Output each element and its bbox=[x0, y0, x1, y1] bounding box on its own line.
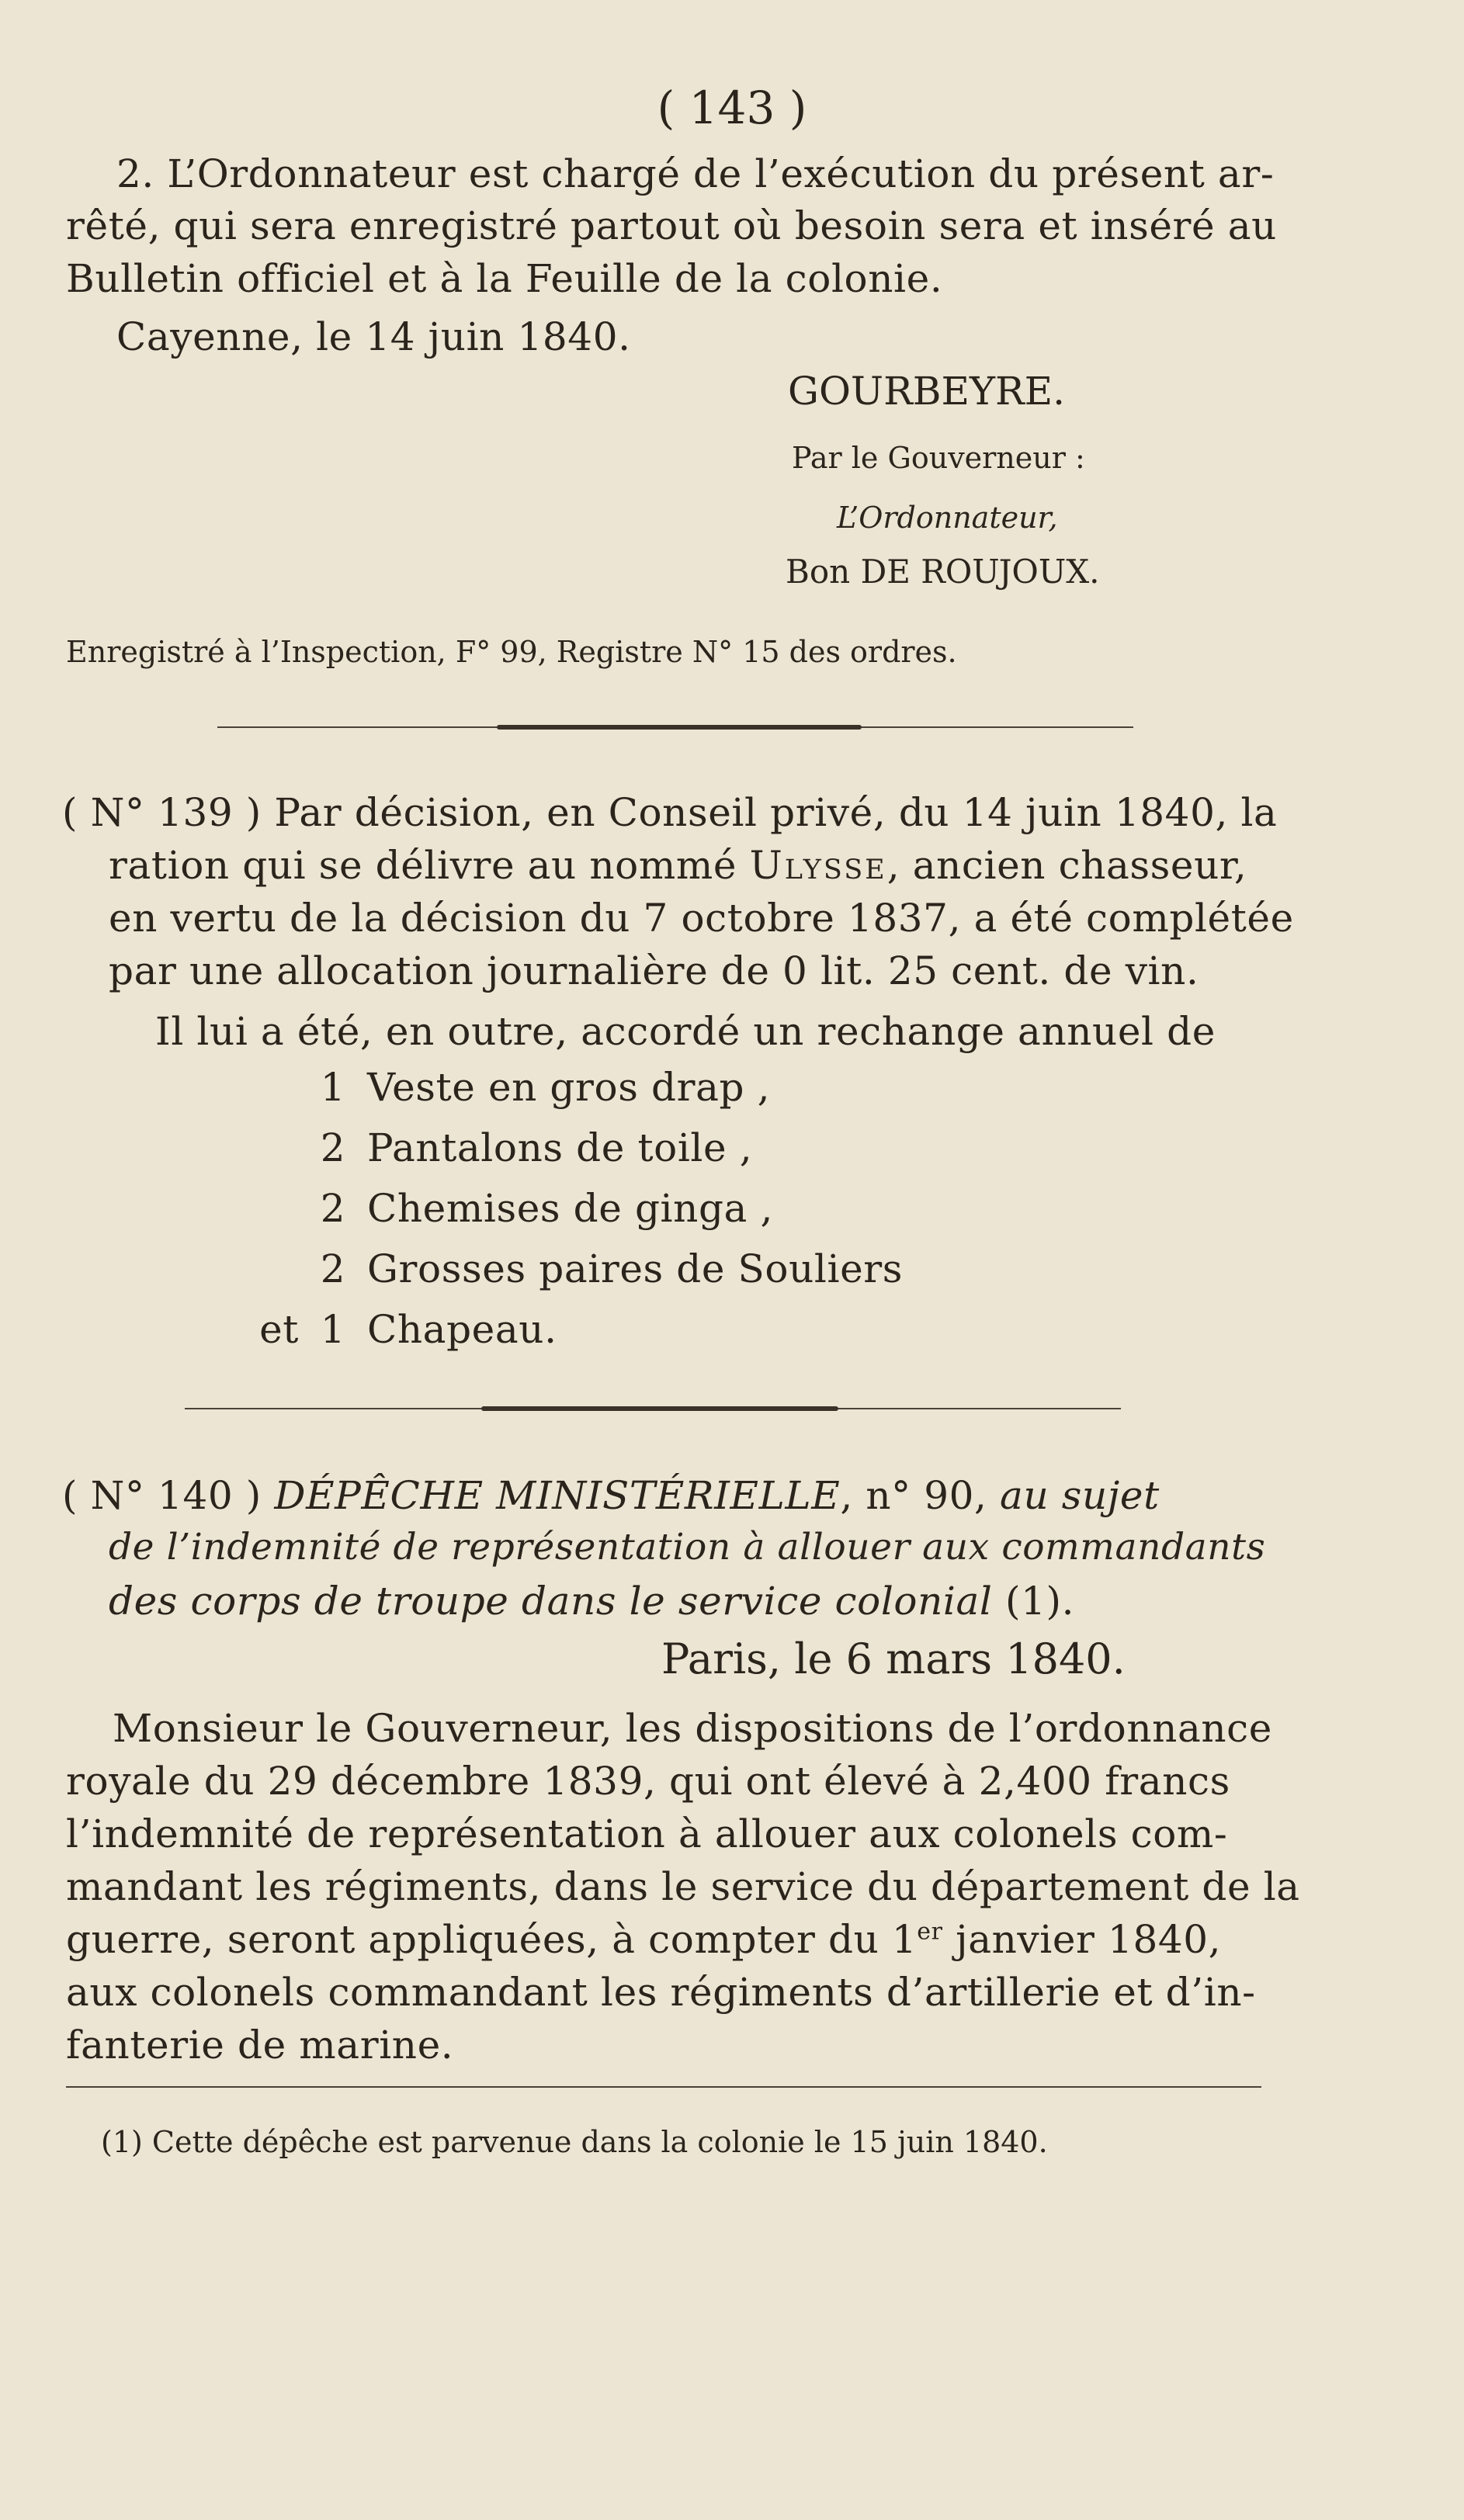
item-prefix: et bbox=[259, 1307, 299, 1352]
n139-item-4 bbox=[233, 1246, 931, 1291]
item-qty: 1 bbox=[320, 1065, 346, 1110]
signature-by: Par le Gouverneur : bbox=[792, 441, 1085, 475]
n140-body-line-6: aux colonels commandant les régiments d’artillerie et d’in- bbox=[66, 1970, 1256, 2015]
item-label: Chemises de ginga , bbox=[367, 1186, 773, 1231]
signature-name-2 bbox=[786, 553, 1100, 591]
n140-heading-no: , n° 90, bbox=[840, 1473, 987, 1518]
footnote: (1) Cette dépêche est parvenue dans la colonie le 15 juin 1840. bbox=[101, 2125, 1048, 2159]
separator-1-swell bbox=[497, 725, 862, 730]
signature-role: L’Ordonnateur, bbox=[837, 501, 1058, 535]
n140-body-line-7: fanterie de marine. bbox=[66, 2023, 454, 2068]
n139-item-2 bbox=[233, 1125, 776, 1170]
n139-item-1 bbox=[233, 1065, 776, 1110]
n139-line-2-a: ration qui se délivre au nommé bbox=[109, 843, 737, 888]
signature-title-prefix: Bon bbox=[786, 553, 851, 591]
signature-name-2-text: DE ROUJOUX. bbox=[860, 553, 1100, 591]
n139-number: ( N° 139 ) bbox=[62, 790, 262, 835]
n139-line-2-b: , ancien chasseur, bbox=[886, 843, 1247, 888]
n140-body-line-5 bbox=[66, 1917, 1221, 1962]
n140-body-line-3: l’indemnité de représentation à allouer aux colonels com- bbox=[66, 1811, 1228, 1856]
n140-date-ordinal-base: 1 bbox=[891, 1917, 918, 1962]
item-label: Chapeau. bbox=[367, 1307, 557, 1352]
item-qty: 1 bbox=[320, 1307, 346, 1352]
n140-heading: DÉPÊCHE MINISTÉRIELLE bbox=[274, 1473, 841, 1518]
item-label: Veste en gros drap , bbox=[367, 1065, 771, 1110]
n140-heading-line-3 bbox=[109, 1579, 1074, 1624]
n140-heading-rest: au sujet bbox=[1000, 1473, 1160, 1518]
n139-line-2 bbox=[109, 843, 1247, 888]
n140-heading-line-1 bbox=[62, 1473, 1160, 1518]
n139-person-name: Ulysse bbox=[749, 843, 887, 888]
n140-body-line-5-a: guerre, seront appliquées, à compter du bbox=[66, 1917, 879, 1962]
page-number: ( 143 ) bbox=[657, 81, 807, 134]
n140-date-ordinal-sup: er bbox=[917, 1918, 943, 1946]
signature-name: GOURBEYRE. bbox=[788, 369, 1066, 414]
n140-body-line-1: Monsieur le Gouverneur, les dispositions de l’ordonnance bbox=[113, 1706, 1272, 1751]
art2-line-1-text: 2. L’Ordonnateur est chargé de l’exécution du présent ar- bbox=[116, 151, 1275, 196]
n140-heading-line-3-text: des corps de troupe dans le service colonial bbox=[109, 1579, 993, 1624]
n140-body-line-4: mandant les régiments, dans le service du département de la bbox=[66, 1864, 1300, 1909]
item-label: Grosses paires de Souliers bbox=[367, 1246, 904, 1291]
registration-note: Enregistré à l’Inspection, F° 99, Registre N° 15 des ordres. bbox=[66, 635, 957, 669]
n139-line-1-text: Par décision, en Conseil privé, du 14 juin 1840, la bbox=[274, 790, 1278, 835]
n140-number: ( N° 140 ) bbox=[62, 1473, 262, 1518]
n139-intro: Il lui a été, en outre, accordé un rechange annuel de bbox=[155, 1009, 1216, 1054]
footnote-separator bbox=[66, 2086, 1261, 2088]
n139-item-3 bbox=[233, 1186, 776, 1231]
art2-line-2: rêté, qui sera enregistré partout où besoin sera et inséré au bbox=[66, 203, 1277, 248]
art2-place-date: Cayenne, le 14 juin 1840. bbox=[116, 314, 631, 359]
art2-line-1 bbox=[116, 151, 1273, 196]
n140-heading-line-2: de l’indemnité de représentation à allouer aux commandants bbox=[109, 1526, 1266, 1569]
n140-footnote-ref: (1). bbox=[1005, 1579, 1075, 1624]
n140-place-date: Paris, le 6 mars 1840. bbox=[661, 1634, 1126, 1683]
art2-line-3: Bulletin officiel et à la Feuille de la colonie. bbox=[66, 256, 943, 301]
item-label: Pantalons de toile , bbox=[367, 1125, 753, 1170]
n140-body-line-2: royale du 29 décembre 1839, qui ont élevé à 2,400 francs bbox=[66, 1759, 1230, 1804]
n139-item-5 bbox=[233, 1307, 776, 1352]
n139-line-3: en vertu de la décision du 7 octobre 1837, a été complétée bbox=[109, 896, 1294, 941]
n139-line-4: par une allocation journalière de 0 lit. 25 cent. de vin. bbox=[109, 948, 1199, 993]
item-qty: 2 bbox=[320, 1125, 346, 1170]
n140-body-line-5-b: janvier 1840, bbox=[956, 1917, 1222, 1962]
separator-2-swell bbox=[481, 1406, 838, 1411]
n140-date-ordinal bbox=[892, 1917, 943, 1962]
n139-line-1 bbox=[62, 790, 1277, 835]
item-qty: 2 bbox=[320, 1186, 346, 1231]
item-qty: 2 bbox=[320, 1246, 346, 1291]
